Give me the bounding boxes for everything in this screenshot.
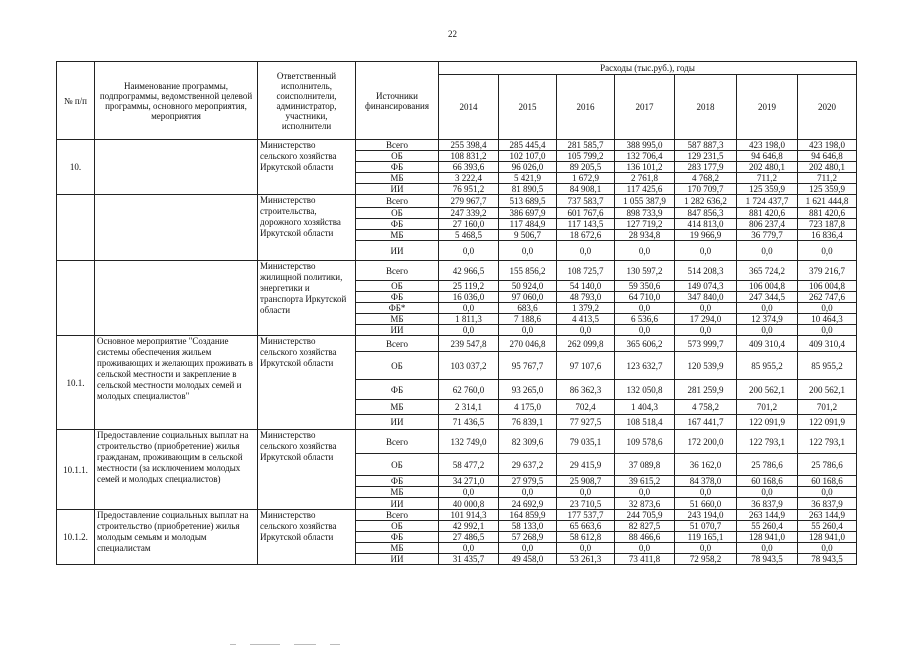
expense-value: 9 506,7 [499,230,557,241]
expense-value: 202 480,1 [798,162,857,173]
funding-source: МБ [356,173,439,184]
expense-value: 0,0 [675,303,737,314]
expense-value: 683,6 [499,303,557,314]
expense-value: 202 480,1 [737,162,798,173]
expense-value: 117 484,9 [499,219,557,230]
expense-value: 0,0 [615,325,675,336]
expense-value: 0,0 [439,303,499,314]
expense-value: 1 379,2 [557,303,615,314]
funding-source: МБ [356,487,439,498]
funding-source: Всего [356,336,439,352]
expense-value: 25 908,7 [557,476,615,487]
table-row [57,430,857,454]
expense-value: 281 259,9 [675,380,737,400]
expense-value: 60 168,6 [737,476,798,487]
expense-value: 263 144,9 [798,510,857,521]
expense-value: 31 435,7 [439,554,499,565]
expense-value: 72 958,2 [675,554,737,565]
expense-value: 409 310,4 [737,336,798,352]
expense-value: 200 562,1 [737,380,798,400]
expense-value: 34 271,0 [439,476,499,487]
expense-value: 97 060,0 [499,292,557,303]
expense-value: 279 967,7 [439,195,499,208]
expense-value: 172 200,0 [675,430,737,454]
expense-value: 85 955,2 [798,352,857,380]
row-responsible: Министерство строительства, дорожного хозяйства Иркутской области [258,195,356,261]
expense-value: 51 660,0 [675,498,737,510]
row-name [95,140,258,195]
expense-value: 62 760,0 [439,380,499,400]
expense-value: 0,0 [675,543,737,554]
expense-value: 0,0 [675,487,737,498]
expense-value: 388 995,0 [615,140,675,151]
expense-value: 514 208,3 [675,261,737,281]
expense-value: 365 606,2 [615,336,675,352]
table-row [57,510,857,521]
expense-value: 513 689,5 [499,195,557,208]
expense-value: 4 758,2 [675,400,737,415]
funding-source: МБ [356,314,439,325]
header-num: № п/п [57,62,95,140]
expense-value: 847 856,3 [675,208,737,219]
row-index: 10.1.2. [57,510,95,565]
row-name: Основное мероприятие "Создание системы обеспечения жильем проживающих и желающих проживать в сельской местности и закрепление в сельской местности молодых семей и молодых специалистов" [95,336,258,430]
expense-value: 244 705,9 [615,510,675,521]
expense-value: 711,2 [798,173,857,184]
expense-value: 101 914,3 [439,510,499,521]
expense-value: 0,0 [798,241,857,261]
expense-value: 414 813,0 [675,219,737,230]
expense-value: 409 310,4 [798,336,857,352]
expense-value: 0,0 [615,487,675,498]
expense-value: 0,0 [439,241,499,261]
expense-value: 243 194,0 [675,510,737,521]
expense-value: 57 268,9 [499,532,557,543]
row-index [57,261,95,336]
header-expenses: Расходы (тыс.руб.), годы [439,62,857,75]
expense-value: 170 709,7 [675,184,737,195]
expense-value: 1 055 387,9 [615,195,675,208]
expense-value: 423 198,0 [798,140,857,151]
funding-source: ФБ [356,380,439,400]
expense-value: 0,0 [615,303,675,314]
expense-value: 262 099,8 [557,336,615,352]
expense-value: 117 425,6 [615,184,675,195]
expense-value: 365 724,2 [737,261,798,281]
funding-source: Всего [356,261,439,281]
header-responsible: Ответственный исполнитель, соисполнители, администратор, участники, исполнители [258,62,356,140]
expense-value: 0,0 [798,325,857,336]
expense-value: 93 265,0 [499,380,557,400]
expense-value: 96 026,0 [499,162,557,173]
expense-value: 122 091,9 [798,415,857,430]
expense-value: 79 035,1 [557,430,615,454]
expense-value: 86 362,3 [557,380,615,400]
expense-value: 66 393,6 [439,162,499,173]
expense-value: 88 466,6 [615,532,675,543]
expense-value: 1 282 636,2 [675,195,737,208]
funding-source: ФБ [356,532,439,543]
table-row [57,195,857,208]
expense-value: 0,0 [737,325,798,336]
row-name [95,261,258,336]
expense-value: 379 216,7 [798,261,857,281]
expense-value: 0,0 [439,325,499,336]
row-responsible: Министерство сельского хозяйства Иркутской области [258,510,356,565]
expense-value: 106 004,8 [737,281,798,292]
page-number: 22 [448,29,457,39]
year-header: 2016 [557,75,615,140]
expense-value: 6 536,6 [615,314,675,325]
expense-value: 347 840,0 [675,292,737,303]
expense-value: 29 637,2 [499,454,557,476]
expense-value: 0,0 [737,241,798,261]
expense-value: 125 359,9 [737,184,798,195]
expense-value: 4 768,2 [675,173,737,184]
expense-value: 149 074,3 [675,281,737,292]
expense-value: 7 188,6 [499,314,557,325]
expense-value: 270 046,8 [499,336,557,352]
funding-source: МБ [356,543,439,554]
funding-source: ИИ [356,184,439,195]
expense-value: 285 445,4 [499,140,557,151]
expense-value: 262 747,6 [798,292,857,303]
expense-value: 5 421,9 [499,173,557,184]
expense-value: 155 856,2 [499,261,557,281]
expense-value: 117 143,5 [557,219,615,230]
expense-value: 95 767,7 [499,352,557,380]
expense-value: 711,2 [737,173,798,184]
expense-value: 64 710,0 [615,292,675,303]
expense-value: 701,2 [798,400,857,415]
expense-value: 723 187,8 [798,219,857,230]
expense-value: 78 943,5 [798,554,857,565]
expense-value: 53 261,3 [557,554,615,565]
funding-source: ИИ [356,554,439,565]
expense-value: 42 992,1 [439,521,499,532]
expense-value: 125 359,9 [798,184,857,195]
expense-value: 177 537,7 [557,510,615,521]
expense-value: 0,0 [737,487,798,498]
expense-value: 136 101,2 [615,162,675,173]
expense-value: 601 767,6 [557,208,615,219]
expense-value: 84 378,0 [675,476,737,487]
expense-value: 0,0 [615,543,675,554]
expense-value: 1 621 444,8 [798,195,857,208]
expense-value: 29 415,9 [557,454,615,476]
row-name: Предоставление социальных выплат на строительство (приобретение) жилья молодым семьям и молодым специалистам [95,510,258,565]
funding-source: ОБ [356,454,439,476]
funding-source: ФБ [356,162,439,173]
expense-value: 40 000,8 [439,498,499,510]
expense-value: 82 309,6 [499,430,557,454]
row-name: Предоставление социальных выплат на строительство (приобретение) жилья гражданам, проживающим в сельской местности (за исключением молодых семей и молодых специалистов) [95,430,258,510]
funding-source: ИИ [356,415,439,430]
expense-value: 0,0 [798,487,857,498]
expense-value: 17 294,0 [675,314,737,325]
expense-value: 37 089,8 [615,454,675,476]
expense-value: 167 441,7 [675,415,737,430]
expense-value: 39 615,2 [615,476,675,487]
expense-value: 0,0 [737,303,798,314]
expense-value: 16 836,4 [798,230,857,241]
year-header: 2020 [798,75,857,140]
expense-value: 127 719,2 [615,219,675,230]
expense-value: 18 672,6 [557,230,615,241]
expense-value: 10 464,3 [798,314,857,325]
expense-value: 105 799,2 [557,151,615,162]
row-name [95,195,258,261]
expense-value: 122 793,1 [737,430,798,454]
expense-value: 0,0 [798,543,857,554]
expense-value: 0,0 [499,241,557,261]
year-header: 2017 [615,75,675,140]
funding-source: ИИ [356,325,439,336]
expense-value: 4 413,5 [557,314,615,325]
funding-source: ИИ [356,241,439,261]
funding-source: ФБ* [356,303,439,314]
expense-value: 0,0 [557,241,615,261]
expense-value: 36 779,7 [737,230,798,241]
expense-value: 25 786,6 [737,454,798,476]
expense-value: 50 924,0 [499,281,557,292]
scan-marks [230,632,430,634]
expense-value: 89 205,5 [557,162,615,173]
expense-value: 108 725,7 [557,261,615,281]
expense-value: 49 458,0 [499,554,557,565]
funding-source: ФБ [356,219,439,230]
table-row [57,261,857,281]
table-row [57,140,857,151]
expense-value: 0,0 [499,325,557,336]
row-index: 10.1. [57,336,95,430]
year-header: 2014 [439,75,499,140]
expense-value: 132 706,4 [615,151,675,162]
expense-value: 84 908,1 [557,184,615,195]
funding-source: МБ [356,230,439,241]
expense-value: 587 887,3 [675,140,737,151]
expense-value: 3 222,4 [439,173,499,184]
expense-value: 76 951,2 [439,184,499,195]
expense-value: 58 612,8 [557,532,615,543]
expense-value: 71 436,5 [439,415,499,430]
expense-value: 200 562,1 [798,380,857,400]
expense-value: 247 339,2 [439,208,499,219]
expense-value: 42 966,5 [439,261,499,281]
expense-value: 122 091,9 [737,415,798,430]
expense-value: 701,2 [737,400,798,415]
expense-value: 128 941,0 [798,532,857,543]
expense-value: 702,4 [557,400,615,415]
expense-value: 54 140,0 [557,281,615,292]
funding-source: ОБ [356,281,439,292]
expense-value: 51 070,7 [675,521,737,532]
expense-value: 48 793,0 [557,292,615,303]
expense-value: 4 175,0 [499,400,557,415]
funding-source: ИИ [356,498,439,510]
expense-value: 423 198,0 [737,140,798,151]
funding-source: МБ [356,400,439,415]
expense-value: 2 314,1 [439,400,499,415]
expense-value: 132 050,8 [615,380,675,400]
row-responsible: Министерство жилищной политики, энергетики и транспорта Иркутской области [258,261,356,336]
expense-value: 97 107,6 [557,352,615,380]
table-body [57,140,857,565]
header-name: Наименование программы, подпрограммы, ведомственной целевой программы, основного мероприятия, мероприятия [95,62,258,140]
expense-value: 58 133,0 [499,521,557,532]
expense-value: 130 597,2 [615,261,675,281]
expense-value: 0,0 [439,543,499,554]
expense-value: 27 979,5 [499,476,557,487]
expense-value: 102 107,0 [499,151,557,162]
table-row [57,336,857,352]
expense-value: 806 237,4 [737,219,798,230]
expense-value: 0,0 [499,543,557,554]
expense-value: 881 420,6 [798,208,857,219]
expense-value: 132 749,0 [439,430,499,454]
expense-value: 25 119,2 [439,281,499,292]
expense-value: 5 468,5 [439,230,499,241]
expense-value: 164 859,9 [499,510,557,521]
year-header: 2015 [499,75,557,140]
expense-value: 36 162,0 [675,454,737,476]
expense-value: 94 646,8 [737,151,798,162]
expense-value: 36 837,9 [737,498,798,510]
expense-value: 119 165,1 [675,532,737,543]
row-responsible: Министерство сельского хозяйства Иркутской области [258,336,356,430]
expense-value: 263 144,9 [737,510,798,521]
funding-source: ФБ [356,292,439,303]
funding-source: Всего [356,140,439,151]
funding-source: ОБ [356,352,439,380]
expense-value: 109 578,6 [615,430,675,454]
expense-value: 55 260,4 [798,521,857,532]
expense-value: 1 404,3 [615,400,675,415]
expense-value: 27 160,0 [439,219,499,230]
expense-value: 28 934,8 [615,230,675,241]
expense-value: 120 539,9 [675,352,737,380]
expense-value: 25 786,6 [798,454,857,476]
expense-value: 77 927,5 [557,415,615,430]
expense-value: 73 411,8 [615,554,675,565]
expense-value: 0,0 [675,241,737,261]
expenditure-table [56,61,857,565]
expense-value: 108 518,4 [615,415,675,430]
expense-value: 122 793,1 [798,430,857,454]
row-responsible: Министерство сельского хозяйства Иркутской области [258,430,356,510]
expense-value: 106 004,8 [798,281,857,292]
expense-value: 94 646,8 [798,151,857,162]
expense-value: 58 477,2 [439,454,499,476]
expense-value: 247 344,5 [737,292,798,303]
expense-value: 16 036,0 [439,292,499,303]
funding-source: ОБ [356,151,439,162]
expense-value: 283 177,9 [675,162,737,173]
expense-value: 12 374,9 [737,314,798,325]
expense-value: 59 350,6 [615,281,675,292]
expense-value: 386 697,9 [499,208,557,219]
expense-value: 0,0 [557,325,615,336]
expense-value: 55 260,4 [737,521,798,532]
expense-value: 1 672,9 [557,173,615,184]
expense-value: 81 890,5 [499,184,557,195]
expense-value: 65 663,6 [557,521,615,532]
funding-source: ОБ [356,208,439,219]
expense-value: 239 547,8 [439,336,499,352]
expense-value: 0,0 [615,241,675,261]
funding-source: ОБ [356,521,439,532]
expense-value: 129 231,5 [675,151,737,162]
expense-value: 0,0 [798,303,857,314]
expense-value: 108 831,2 [439,151,499,162]
expense-value: 737 583,7 [557,195,615,208]
funding-source: Всего [356,510,439,521]
year-header: 2018 [675,75,737,140]
funding-source: Всего [356,430,439,454]
expense-value: 0,0 [675,325,737,336]
expense-value: 123 632,7 [615,352,675,380]
expense-value: 281 585,7 [557,140,615,151]
expense-value: 0,0 [737,543,798,554]
header-source: Источники финансирования [356,62,439,140]
funding-source: ФБ [356,476,439,487]
expense-value: 23 710,5 [557,498,615,510]
expense-value: 60 168,6 [798,476,857,487]
expense-value: 78 943,5 [737,554,798,565]
expense-value: 85 955,2 [737,352,798,380]
expense-value: 24 692,9 [499,498,557,510]
expense-value: 255 398,4 [439,140,499,151]
expense-value: 36 837,9 [798,498,857,510]
expense-value: 0,0 [439,487,499,498]
expense-value: 128 941,0 [737,532,798,543]
expense-value: 103 037,2 [439,352,499,380]
row-index: 10.1.1. [57,430,95,510]
year-header: 2019 [737,75,798,140]
expense-value: 898 733,9 [615,208,675,219]
expense-value: 1 811,3 [439,314,499,325]
expense-value: 32 873,6 [615,498,675,510]
expense-value: 82 827,5 [615,521,675,532]
funding-source: Всего [356,195,439,208]
expense-value: 573 999,7 [675,336,737,352]
expense-value: 76 839,1 [499,415,557,430]
expense-value: 0,0 [499,487,557,498]
expense-value: 881 420,6 [737,208,798,219]
expense-value: 27 486,5 [439,532,499,543]
expense-value: 0,0 [557,487,615,498]
expense-value: 0,0 [557,543,615,554]
row-index [57,195,95,261]
expense-value: 19 966,9 [675,230,737,241]
expense-value: 1 724 437,7 [737,195,798,208]
expense-value: 2 761,8 [615,173,675,184]
row-index: 10. [57,140,95,195]
row-responsible: Министерство сельского хозяйства Иркутской области [258,140,356,195]
